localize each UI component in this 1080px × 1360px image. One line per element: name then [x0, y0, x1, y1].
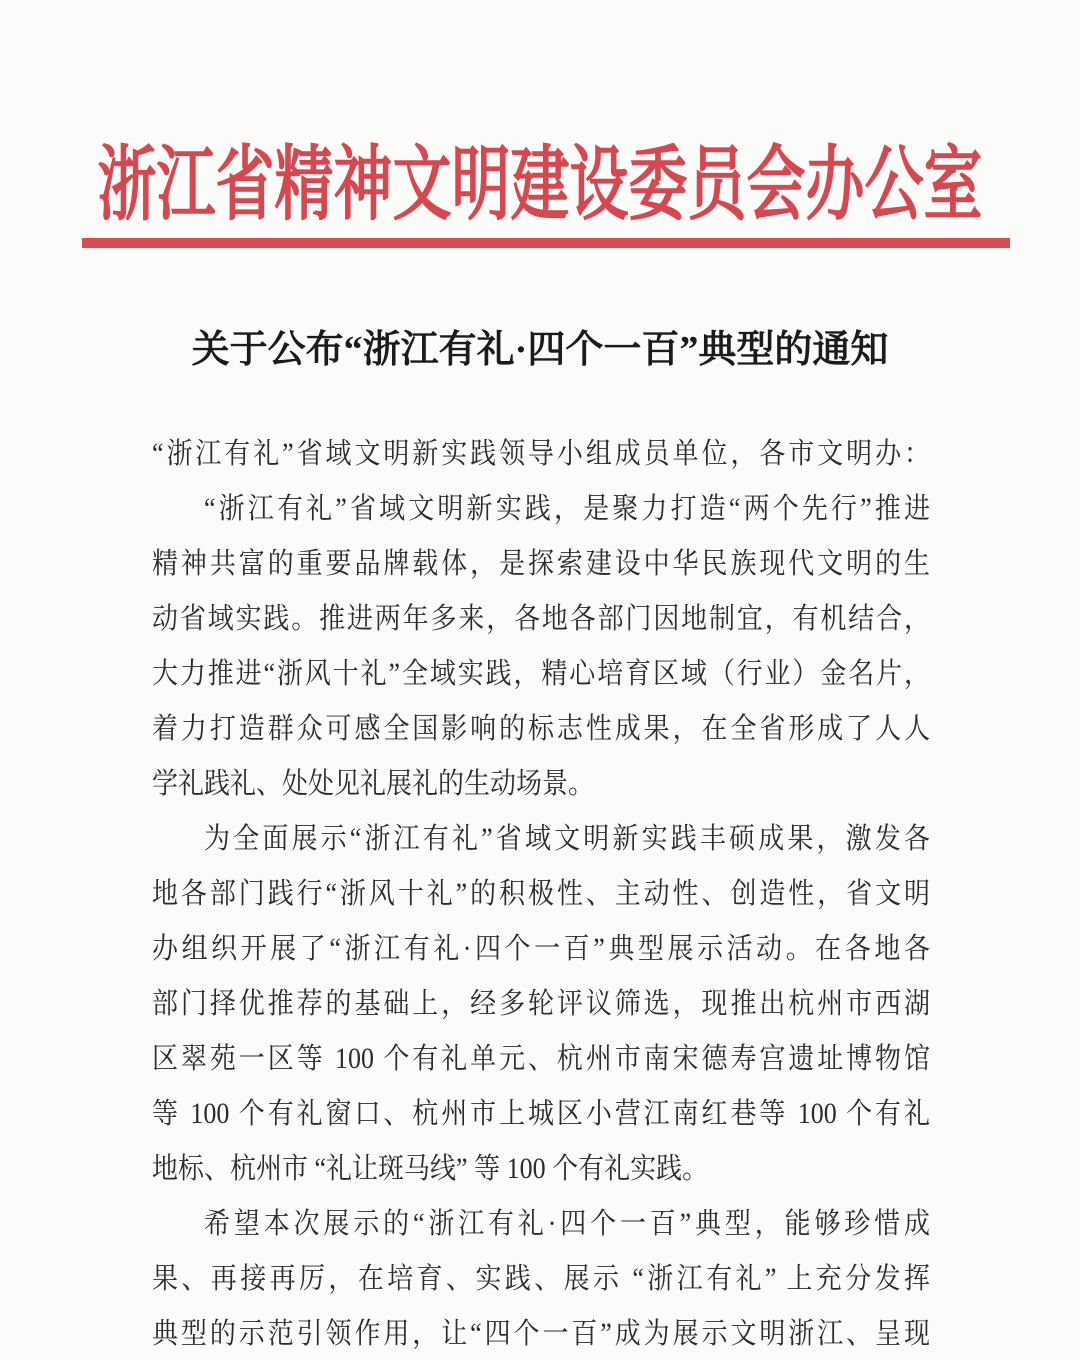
- body-line: 动省域实践。推进两年多来，各地各部门因地制宜，有机结合，: [152, 602, 930, 635]
- body-line: “浙江有礼”省域文明新实践，是聚力打造“两个先行”推进: [204, 492, 930, 525]
- body-line: 等 100 个有礼窗口、杭州市上城区小营江南红巷等 100 个有礼: [152, 1097, 930, 1130]
- body-line: 精神共富的重要品牌载体，是探索建设中华民族现代文明的生: [152, 547, 930, 580]
- salutation-line: “浙江有礼”省域文明新实践领导小组成员单位，各市文明办：: [152, 437, 930, 470]
- document-body: [152, 426, 930, 1360]
- body-line: 地各部门践行“浙风十礼”的积极性、主动性、创造性，省文明: [152, 877, 930, 910]
- body-line: 区翠苑一区等 100 个有礼单元、杭州市南宋德寿宫遗址博物馆: [152, 1042, 930, 1075]
- body-line: 典型的示范引领作用，让“四个一百”成为展示文明浙江、呈现: [152, 1317, 930, 1350]
- body-line: 部门择优推荐的基础上，经多轮评议筛选，现推出杭州市西湖: [152, 987, 930, 1020]
- body-line: 果、再接再厉，在培育、实践、展示 “浙江有礼” 上充分发挥: [152, 1262, 930, 1295]
- body-line: 为全面展示“浙江有礼”省域文明新实践丰硕成果，激发各: [204, 822, 930, 855]
- body-line: 学礼践礼、处处见礼展礼的生动场景。: [152, 767, 595, 800]
- red-divider-line: [82, 238, 1010, 248]
- body-line: 办组织开展了“浙江有礼·四个一百”典型展示活动。在各地各: [152, 932, 930, 965]
- document-header-org-name: 浙江省精神文明建设委员会办公室: [97, 138, 983, 230]
- body-line: 地标、杭州市 “礼让斑马线” 等 100 个有礼实践。: [152, 1152, 709, 1185]
- body-line: 着力打造群众可感全国影响的标志性成果，在全省形成了人人: [152, 712, 930, 745]
- body-line: 大力推进“浙风十礼”全域实践，精心培育区域（行业）金名片，: [152, 657, 930, 690]
- body-line: 希望本次展示的“浙江有礼·四个一百”典型，能够珍惜成: [204, 1207, 930, 1240]
- document-title: 关于公布“浙江有礼·四个一百”典型的通知: [191, 329, 889, 371]
